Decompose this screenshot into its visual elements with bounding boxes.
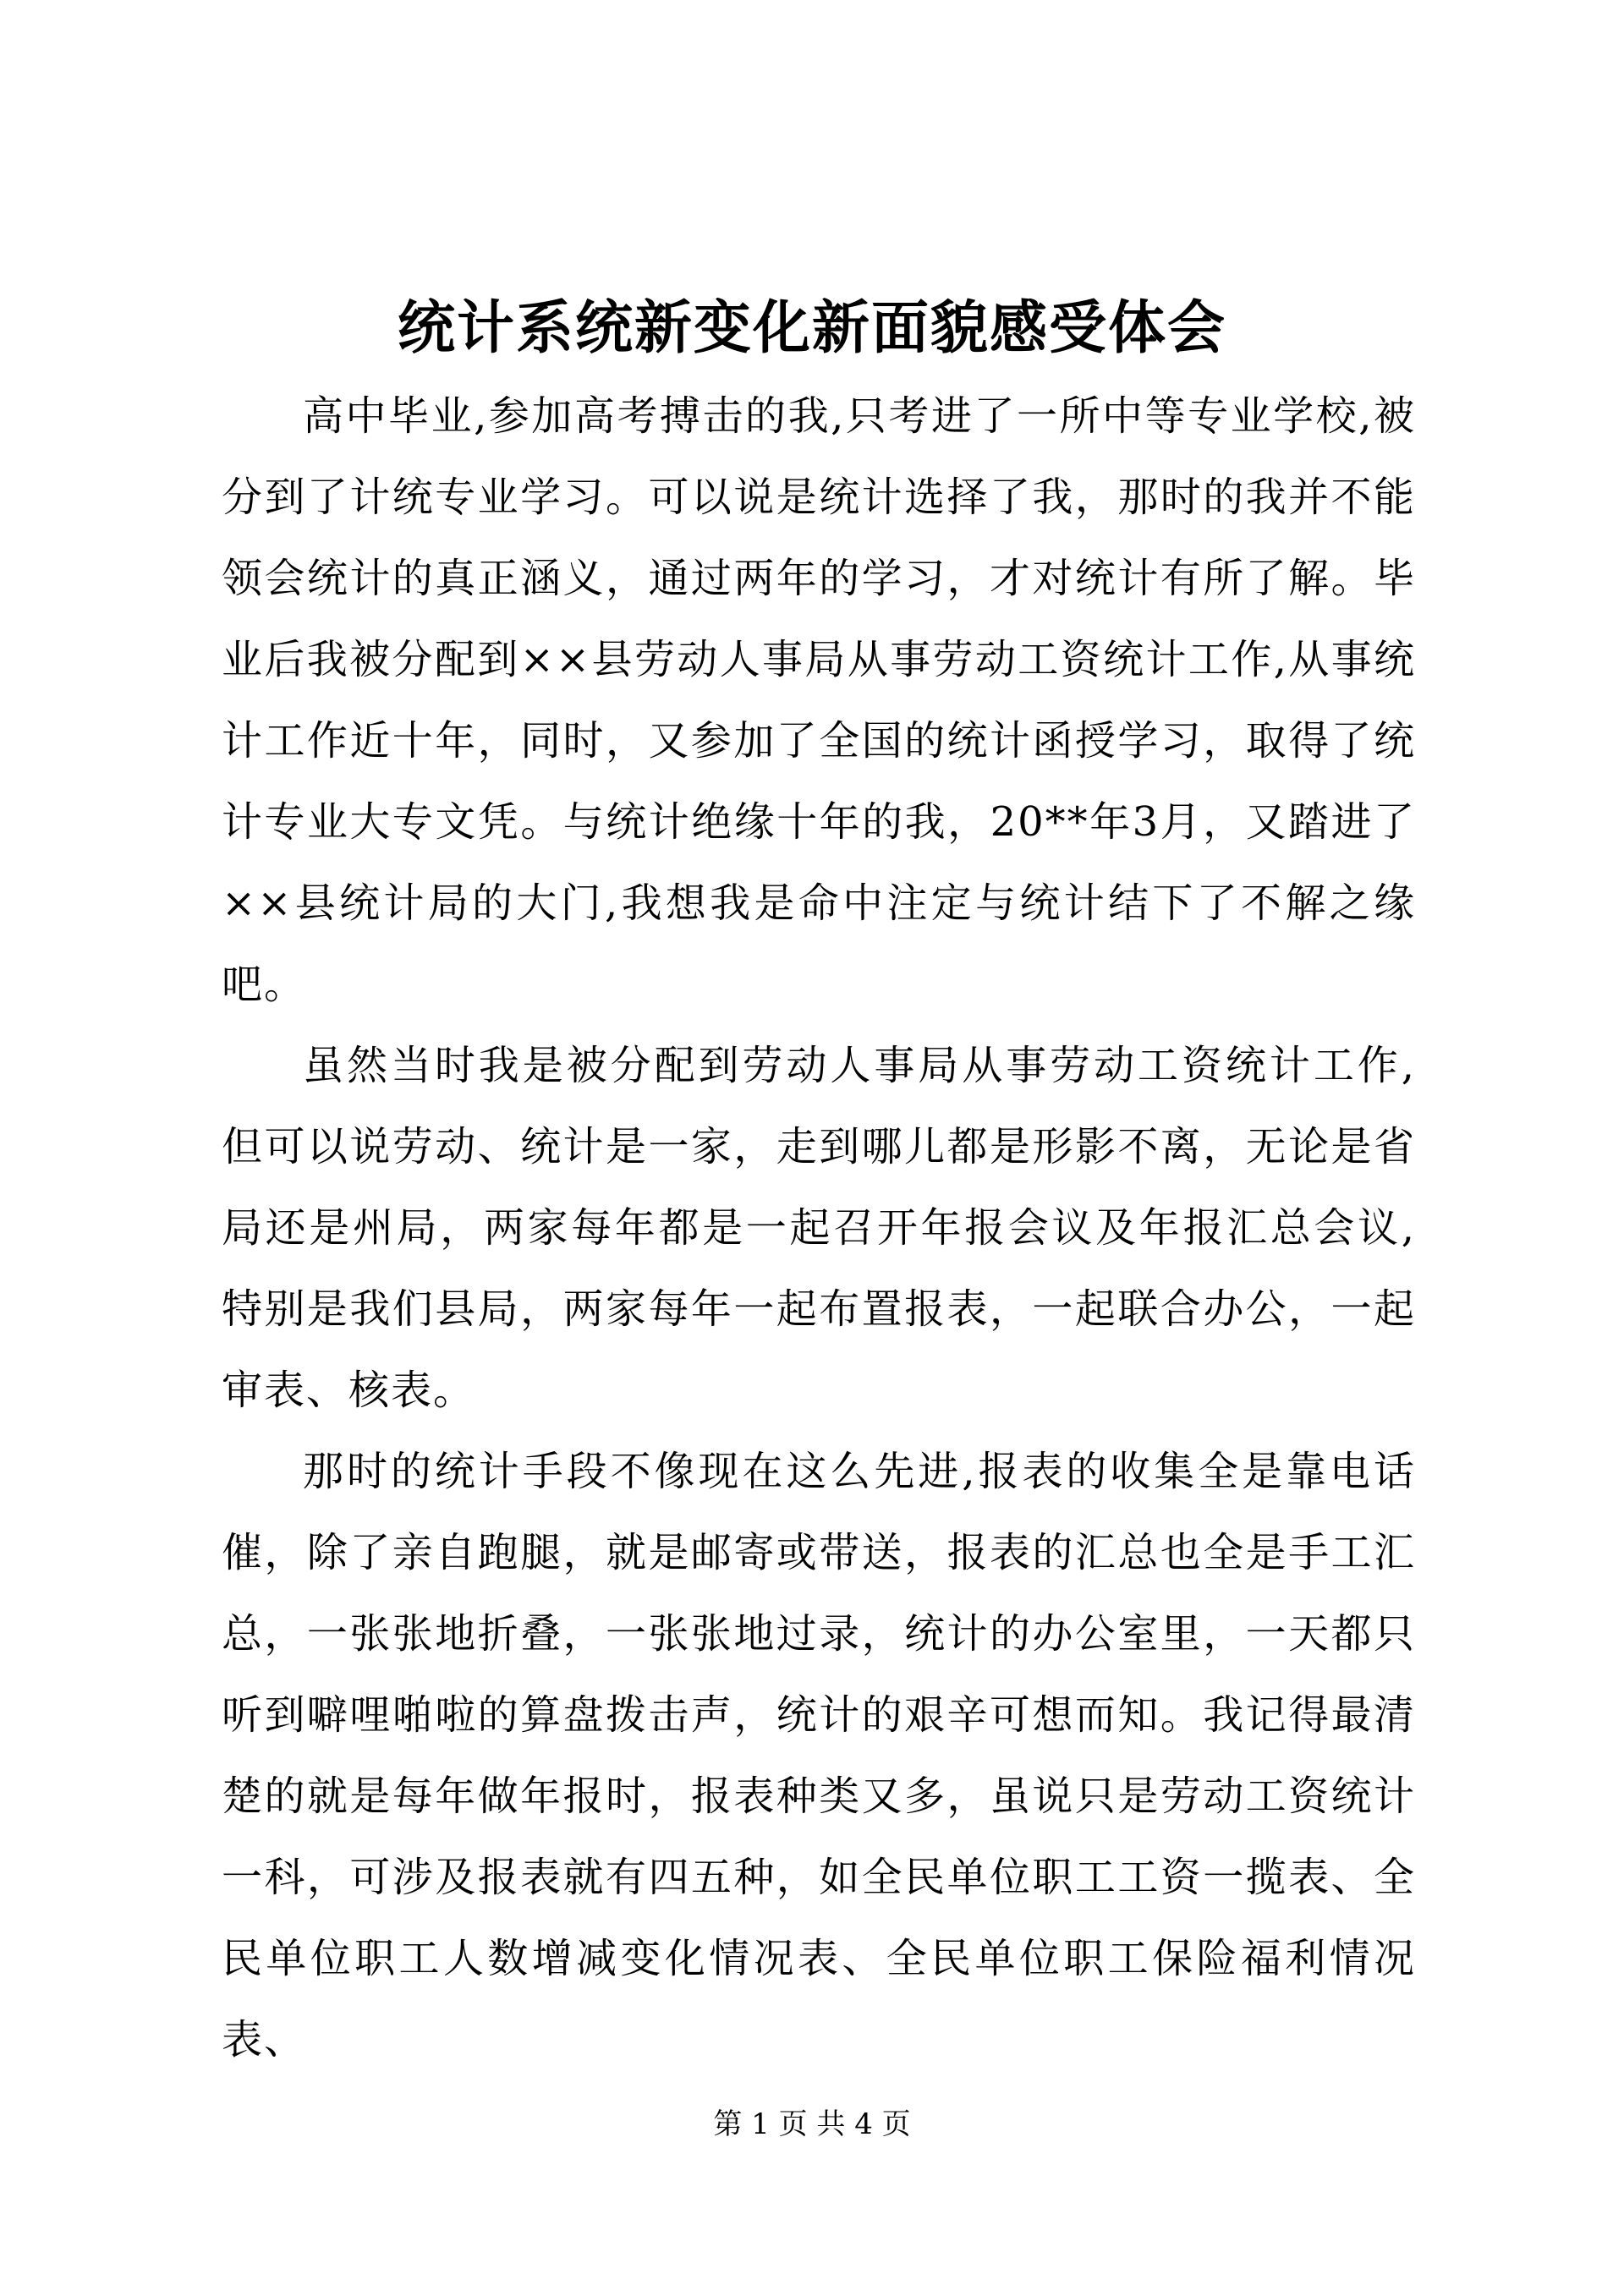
- paragraph-1: 高中毕业,参加高考搏击的我,只考进了一所中等专业学校,被分到了计统专业学习。可以说是统计选择了我，那时的我并不能领会统计的真正涵义，通过两年的学习，才对统计有所了解。毕业后我被分配到××县劳动人事局从事劳动工资统计工作,从事统计工作近十年，同时，又参加了全国的统计函授学习，取得了统计专业大专文凭。与统计绝缘十年的我，20**年3月，又踏进了××县统计局的大门,我想我是命中注定与统计结下了不解之缘吧。: [222, 392, 1416, 1008]
- document-body: [222, 375, 1416, 2080]
- page-footer: 第 1 页 共 4 页: [713, 2107, 911, 2141]
- paragraph-2: 虽然当时我是被分配到劳动人事局从事劳动工资统计工作,但可以说劳动、统计是一家，走到哪儿都是形影不离，无论是省局还是州局，两家每年都是一起召开年报会议及年报汇总会议,特别是我们县局，两家每年一起布置报表，一起联合办公，一起审表、核表。: [222, 1042, 1416, 1414]
- paragraph-3: 那时的统计手段不像现在这么先进,报表的收集全是靠电话催，除了亲自跑腿，就是邮寄或带送，报表的汇总也全是手工汇总，一张张地折叠，一张张地过录，统计的办公室里，一天都只听到噼哩啪啦的算盘拨击声，统计的艰辛可想而知。我记得最清楚的就是每年做年报时，报表种类又多，虽说只是劳动工资统计一科，可涉及报表就有四五种，如全民单位职工工资一揽表、全民单位职工人数增减变化情况表、全民单位职工保险福利情况表、: [222, 1448, 1416, 2063]
- document-title: 统计系统新变化新面貌感受体会: [397, 294, 1226, 362]
